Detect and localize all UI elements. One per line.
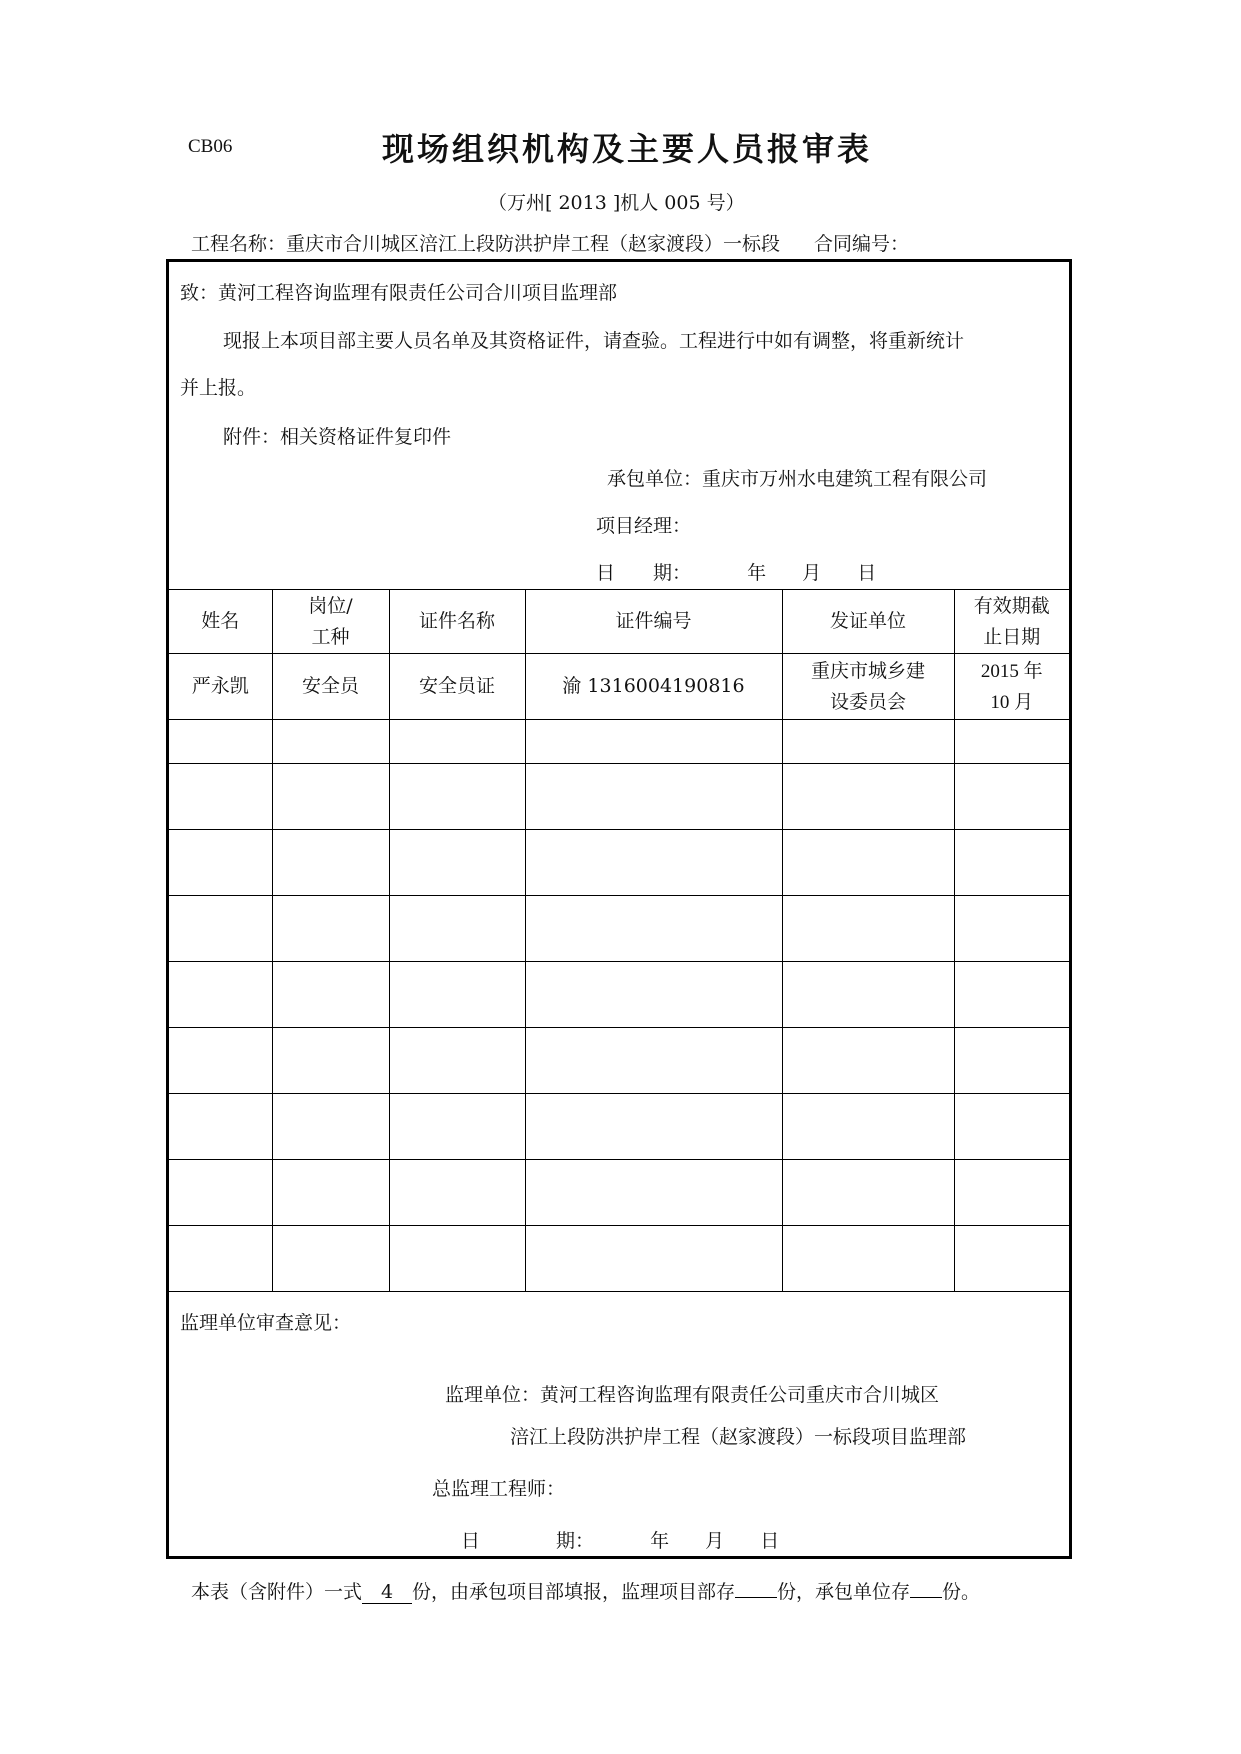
supervisor-unit-line1: 监理单位：黄河工程咨询监理有限责任公司重庆市合川城区: [445, 1384, 940, 1406]
personnel-table: [169, 589, 1069, 1292]
review-date-label: 日 期：: [461, 1530, 595, 1552]
header-cert-number: 证件编号: [525, 590, 782, 654]
addressee: 致：黄河工程咨询监理有限责任公司合川项目监理部: [180, 282, 618, 304]
table-header-row: [169, 590, 1069, 654]
date-year: 年: [747, 562, 767, 584]
review-date: [461, 1526, 779, 1553]
chief-engineer-label: 总监理工程师：: [432, 1478, 566, 1500]
table-row-empty: [169, 1094, 1069, 1160]
supervisor-unit-line2: 涪江上段防洪护岸工程（赵家渡段）一标段项目监理部: [510, 1426, 967, 1448]
date-month: 月: [802, 562, 822, 584]
copies-supervisor-blank: [735, 1597, 777, 1598]
table-row-empty: [169, 896, 1069, 962]
review-date-year: 年: [650, 1530, 670, 1552]
cell-expiry: 2015 年 10 月: [954, 654, 1069, 720]
date-label: 日 期：: [596, 562, 692, 584]
table-row-empty: [169, 962, 1069, 1028]
project-line: [191, 229, 909, 256]
submission-body-line1: 现报上本项目部主要人员名单及其资格证件，请查验。工程进行中如有调整，将重新统计: [223, 330, 965, 352]
project-manager-label: 项目经理：: [596, 515, 692, 537]
header-expiry: 有效期截 止日期: [954, 590, 1069, 654]
footer-note: 本表（含附件）一式 4 份，由承包项目部填报，监理项目部存 份，承包单位存 份。: [191, 1581, 981, 1603]
table-row-empty: [169, 1226, 1069, 1292]
table-row-empty: [169, 1160, 1069, 1226]
form-code: CB06: [188, 136, 233, 157]
contract-number-label: 合同编号：: [814, 233, 910, 255]
header-issuer: 发证单位: [782, 590, 954, 654]
cell-cert-name: 安全员证: [389, 654, 525, 720]
copies-total: 4: [362, 1581, 412, 1604]
review-date-month: 月: [705, 1530, 725, 1552]
contractor-unit: 承包单位：重庆市万州水电建筑工程有限公司: [607, 468, 988, 490]
table-row-empty: [169, 720, 1069, 764]
table-row: [169, 654, 1069, 720]
header-name: 姓名: [169, 590, 272, 654]
form-frame: [166, 259, 1072, 1559]
table-row-empty: [169, 764, 1069, 830]
review-opinion-label: 监理单位审查意见：: [180, 1312, 352, 1334]
header-post: 岗位/ 工种: [272, 590, 389, 654]
cell-name: 严永凯: [169, 654, 272, 720]
submission-body-line2: 并上报。: [180, 377, 257, 399]
project-name: 工程名称：重庆市合川城区涪江上段防洪护岸工程（赵家渡段）一标段: [191, 233, 781, 255]
table-row-empty: [169, 830, 1069, 896]
document-number: （万州[ 2013 ]机人 005 号）: [488, 192, 745, 214]
header-cert-name: 证件名称: [389, 590, 525, 654]
submission-date: [596, 558, 876, 585]
page-title: 现场组织机构及主要人员报审表: [382, 130, 873, 168]
cell-cert-number: 渝 1316004190816: [525, 654, 782, 720]
copies-contractor-blank: [910, 1597, 942, 1598]
cell-post: 安全员: [272, 654, 389, 720]
review-date-day: 日: [760, 1530, 780, 1552]
date-day: 日: [857, 562, 877, 584]
attachment-note: 附件：相关资格证件复印件: [223, 426, 452, 448]
cell-issuer: 重庆市城乡建 设委员会: [782, 654, 954, 720]
table-row-empty: [169, 1028, 1069, 1094]
